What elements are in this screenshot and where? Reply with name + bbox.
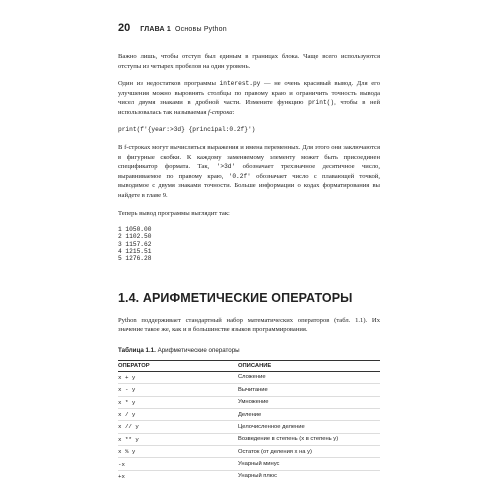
- operators-table: [118, 360, 380, 482]
- text: Один из недостатков программы: [118, 80, 220, 88]
- text: В f-строках могут вычисляться выражения и имена переменных. Для этого они заключаются в фигурные скобки. К каждому заменяемому элементу может быть присоединен спецификатор формата. Так,: [118, 143, 380, 171]
- section-heading: 1.4. АРИФМЕТИЧЕСКИЕ ОПЕРАТОРЫ: [118, 290, 353, 305]
- operator-cell: x + y: [118, 371, 238, 383]
- description-cell: Остаток (от деления x на y): [238, 446, 380, 458]
- description-cell: Унарный минус: [238, 458, 380, 470]
- book-page: [118, 22, 380, 482]
- operator-cell: x % y: [118, 446, 238, 458]
- operator-cell: -x: [118, 458, 238, 470]
- table-row: [118, 433, 380, 445]
- table-row: [118, 408, 380, 420]
- text: обозначает трехзначное десятичное число, выравниваемое по правому краю,: [118, 163, 380, 180]
- table-caption-text: Арифметические операторы: [155, 346, 240, 354]
- table-caption: [118, 347, 380, 354]
- page-number: 20: [118, 22, 131, 34]
- description-cell: Деление: [238, 408, 380, 420]
- paragraph-output-intro: Теперь вывод программы выглядит так:: [118, 209, 230, 217]
- description-cell: Вычитание: [238, 384, 380, 396]
- paragraph-fstrings: [118, 143, 380, 201]
- description-cell: Сложение: [238, 371, 380, 383]
- table-caption-label: Таблица 1.1.: [118, 346, 156, 354]
- code-block-output: [118, 226, 380, 262]
- table-row: [118, 396, 380, 408]
- text: обозначает число с плавающей точкой, выводимое с двумя знаками точности. Больше информации о кодах форматирования вы найдете в главе 9.: [118, 172, 380, 199]
- operator-cell: x // y: [118, 421, 238, 433]
- text: :: [232, 108, 235, 116]
- paragraph-output-improvement: [118, 79, 380, 117]
- table-row: [118, 470, 380, 482]
- output-line: 2 1102.50: [118, 233, 152, 241]
- output-line: 1 1050.00: [118, 226, 152, 234]
- text: — не очень красивый вывод. Для его улучшения можно выровнять столбцы по правому краю и ограничить точность вывода чисел двумя знаками в дробной части. Измените функцию: [118, 80, 380, 107]
- output-line: 3 1157.62: [118, 240, 152, 248]
- inline-code: print(): [308, 99, 335, 107]
- table-row: [118, 446, 380, 458]
- inline-code: '>3d': [216, 163, 236, 171]
- operator-cell: x - y: [118, 384, 238, 396]
- operator-cell: x ** y: [118, 433, 238, 445]
- text: , чтобы в ней использовалась так называемая: [118, 99, 380, 116]
- column-header-operator: ОПЕРАТОР: [118, 360, 238, 371]
- chapter-number: ГЛАВА 1: [140, 26, 172, 33]
- table-row: [118, 371, 380, 383]
- paragraph-operators-intro: Python поддерживает стандартный набор математических операторов (табл. 1.1). Их значение такое же, как и в большинстве языков программирования.: [118, 316, 380, 334]
- chapter-label: [140, 26, 227, 33]
- table-row: [118, 421, 380, 433]
- description-cell: Унарный плюс: [238, 473, 278, 480]
- operator-cell: x * y: [118, 396, 238, 408]
- chapter-title: Основы Python: [175, 26, 227, 33]
- column-header-description: ОПИСАНИЕ: [238, 360, 380, 371]
- code-block-print: print(f'{year:>3d} {principal:0.2f}'): [118, 125, 256, 133]
- running-head: [118, 22, 380, 34]
- operator-cell: +x: [118, 472, 125, 480]
- description-cell: Целочисленное деление: [238, 421, 380, 433]
- table-header-row: [118, 360, 380, 371]
- description-cell: Возведение в степень (x в степень y): [238, 433, 380, 445]
- table-row: [118, 458, 380, 470]
- emphasis-term: f-строка: [208, 108, 233, 116]
- operator-cell: x / y: [118, 408, 238, 420]
- table-row: [118, 384, 380, 396]
- description-cell: Умножение: [238, 396, 380, 408]
- inline-code: '0.2f': [228, 172, 251, 180]
- inline-code: interest.py: [219, 80, 261, 88]
- output-line: 4 1215.51: [118, 248, 152, 256]
- output-line: 5 1276.28: [118, 255, 152, 263]
- paragraph-indentation: Важно лишь, чтобы отступ был единым в границах блока. Чаще всего используются отступы из четырех пробелов на один уровень.: [118, 53, 380, 70]
